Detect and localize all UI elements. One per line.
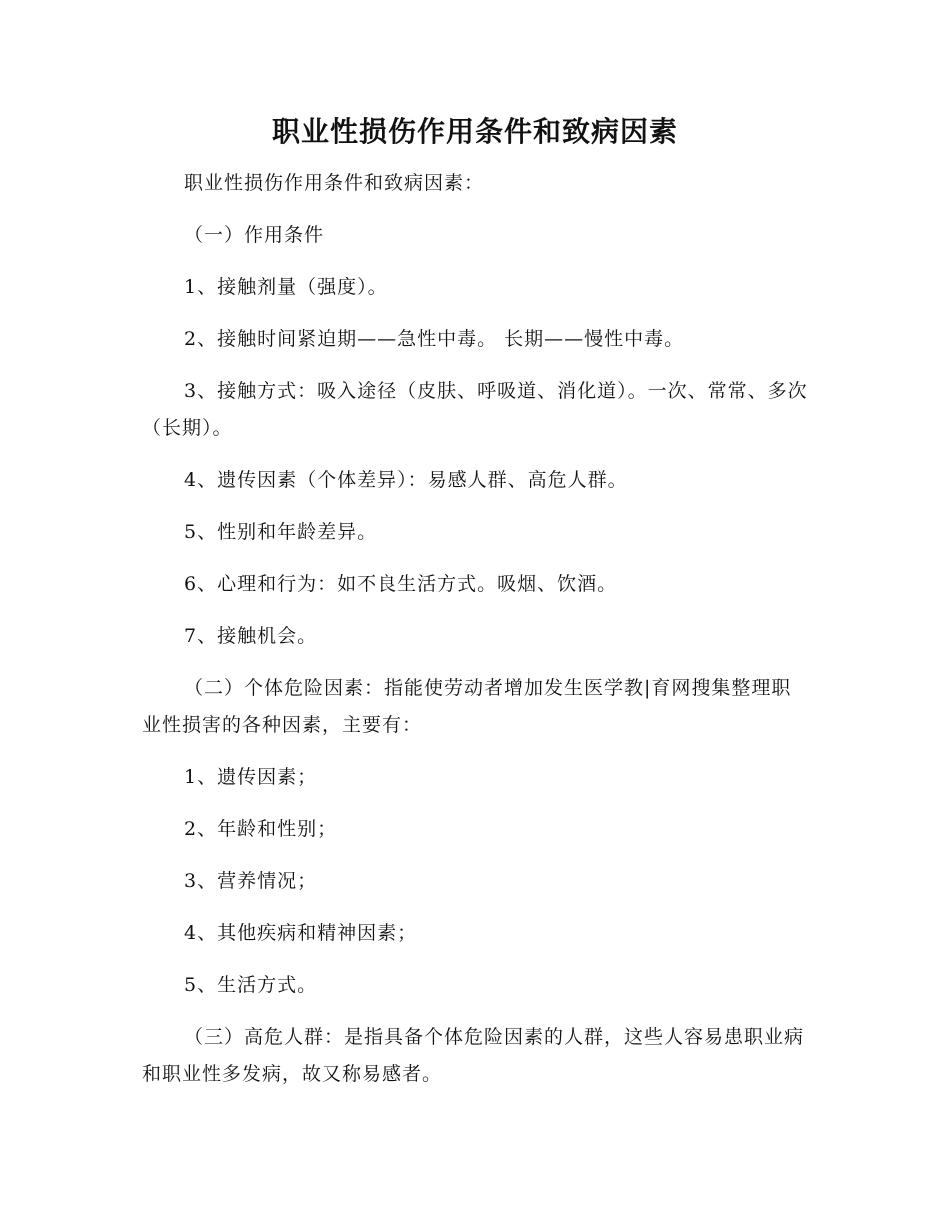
list-item: 6、心理和行为：如不良生活方式。吸烟、饮酒。 [184, 573, 618, 595]
section-heading-conditions: （一）作用条件 [184, 224, 325, 246]
list-item: 5、性别和年龄差异。 [184, 521, 378, 543]
document-title: 职业性损伤作用条件和致病因素 [271, 115, 678, 148]
list-item: 2、接触时间紧迫期——急性中毒。 长期——慢性中毒。 [184, 328, 685, 350]
list-item: 1、遗传因素； [184, 766, 318, 788]
list-item: 4、其他疾病和精神因素； [184, 922, 418, 944]
paragraph-intro: 职业性损伤作用条件和致病因素： [184, 172, 485, 194]
list-item: 7、接触机会。 [184, 625, 318, 647]
list-item: 3、接触方式：吸入途径（皮肤、呼吸道、消化道）。一次、常常、多次（长期）。 [142, 380, 808, 439]
document-body [142, 165, 808, 1108]
section-heading-risk-factors: （二）个体危险因素：指能使劳动者增加发生医学教|育网搜集整理职业性损害的各种因素，主要有： [142, 677, 792, 736]
list-item: 2、年龄和性别； [184, 818, 338, 840]
list-item: 3、营养情况； [184, 870, 318, 892]
section-heading-high-risk-groups: （三）高危人群：是指具备个体危险因素的人群，这些人容易患职业病和职业性多发病，故又称易感者。 [142, 1026, 805, 1085]
list-item: 5、生活方式。 [184, 974, 318, 996]
list-item: 4、遗传因素（个体差异）：易感人群、高危人群。 [184, 469, 628, 491]
list-item: 1、接触剂量（强度）。 [184, 276, 388, 298]
